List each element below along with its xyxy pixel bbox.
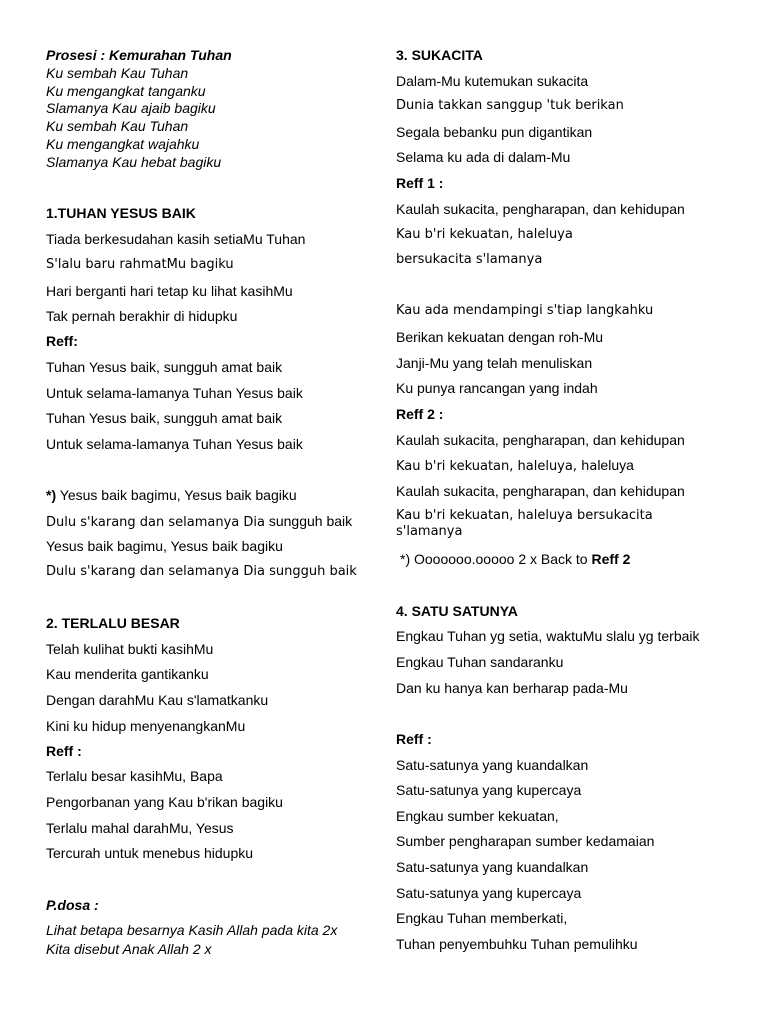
song3-verse2-line: Kau ada mendampingi s'tiap langkahku: [396, 303, 654, 318]
song2-reff-line: Terlalu mahal darahMu, Yesus: [46, 820, 234, 836]
song3-reff1-line: Kaulah sukacita, pengharapan, dan kehidupan: [396, 201, 685, 217]
song3-reff1-line: Kau b'ri kekuatan, haleluya: [396, 227, 573, 242]
song2-reff-line: Pengorbanan yang Kau b'rikan bagiku: [46, 794, 283, 810]
song2-title: 2. TERLALU BESAR: [46, 615, 180, 631]
prosesi-line: Ku sembah Kau Tuhan: [46, 118, 189, 134]
song1-verse-line: Hari berganti hari tetap ku lihat kasihMu: [46, 283, 293, 299]
song3-title: 3. SUKACITA: [396, 47, 483, 63]
song3-reff2-line: Kaulah sukacita, pengharapan, dan kehidupan: [396, 483, 685, 499]
song1-star-line: [46, 513, 352, 531]
prosesi-line: Ku mengangkat tanganku: [46, 83, 206, 99]
song4-reff-line: Satu-satunya yang kuandalkan: [396, 859, 589, 875]
song4-reff-line: Satu-satunya yang kupercaya: [396, 885, 582, 901]
song4-verse-line: Dan ku hanya kan berharap pada-Mu: [396, 680, 628, 696]
song3-reff1-line: bersukacita s'lamanya: [396, 252, 543, 267]
song2-reff-line: Tercurah untuk menebus hidupku: [46, 845, 254, 861]
song3-ending: [400, 551, 630, 567]
reff2-text-a: Kau b'ri kekuatan, haleluya, ha: [396, 459, 598, 474]
song2-verse-line: Kini ku hidup menyenangkanMu: [46, 718, 246, 734]
song1-reff-line: Tuhan Yesus baik, sungguh amat baik: [46, 410, 283, 426]
song4-reff-line: Tuhan penyembuhku Tuhan pemulihku: [396, 936, 638, 952]
prosesi-title: Prosesi : Kemurahan Tuhan: [46, 47, 232, 63]
song2-verse-line: Dengan darahMu Kau s'lamatkanku: [46, 692, 269, 708]
song2-verse-line: Kau menderita gantikanku: [46, 666, 209, 682]
song4-verse-line: Engkau Tuhan yg setia, waktuMu slalu yg terbaik: [396, 628, 700, 644]
song2-reff-label: Reff :: [46, 743, 82, 759]
prosesi-line: Ku mengangkat wajahku: [46, 136, 200, 152]
song4-reff-line: Engkau sumber kekuatan,: [396, 808, 559, 824]
prosesi-line: Ku sembah Kau Tuhan: [46, 65, 189, 81]
star-text: Yesus baik bagimu, Yesus baik bagiku: [59, 487, 297, 503]
song3-verse-line: Dunia takkan sanggup 'tuk berikan: [396, 98, 624, 113]
song3-verse-line: Dalam-Mu kutemukan sukacita: [396, 73, 589, 89]
star-text-b: sungguh baik: [268, 513, 353, 529]
ending-target: Reff 2: [591, 551, 631, 567]
pdosa-line: Kita disebut Anak Allah 2 x: [46, 941, 212, 957]
song3-verse2-line: Ku punya rancangan yang indah: [396, 380, 598, 396]
song3-verse2-line: Berikan kekuatan dengan roh-Mu: [396, 329, 604, 345]
song1-reff-line: Untuk selama-lamanya Tuhan Yesus baik: [46, 385, 303, 401]
song4-reff-label: Reff :: [396, 731, 432, 747]
song3-verse2-line: Janji-Mu yang telah menuliskan: [396, 355, 593, 371]
song1-verse-line: S'lalu baru rahmatMu bagiku: [46, 257, 234, 272]
song3-reff1-label: Reff 1 :: [396, 175, 444, 191]
star-marker: *): [46, 487, 57, 503]
song3-reff2-line: Kaulah sukacita, pengharapan, dan kehidupan: [396, 432, 685, 448]
ending-prefix: *) Ooooooo.ooooo 2 x Back to: [400, 551, 588, 567]
song4-verse-line: Engkau Tuhan sandaranku: [396, 654, 564, 670]
song3-reff2-line: [396, 457, 634, 475]
reff2-text-b: leluya: [597, 457, 634, 473]
song1-verse-line: Tak pernah berakhir di hidupku: [46, 308, 238, 324]
song2-verse-line: Telah kulihat bukti kasihMu: [46, 641, 214, 657]
pdosa-line: Lihat betapa besarnya Kasih Allah pada kita 2x: [46, 922, 338, 938]
song2-reff-line: Terlalu besar kasihMu, Bapa: [46, 768, 223, 784]
song1-star-line: [46, 487, 297, 503]
song1-reff-label: Reff:: [46, 333, 78, 349]
song1-star-line: Yesus baik bagimu, Yesus baik bagiku: [46, 538, 283, 554]
pdosa-title: P.dosa :: [46, 897, 99, 913]
song3-verse-line: Selama ku ada di dalam-Mu: [396, 149, 571, 165]
prosesi-line: Slamanya Kau hebat bagiku: [46, 154, 222, 170]
song1-reff-line: Untuk selama-lamanya Tuhan Yesus baik: [46, 436, 303, 452]
song3-reff2-label: Reff 2 :: [396, 406, 444, 422]
song3-reff2-line: Kau b'ri kekuatan, haleluya bersukacita s'lamanya: [396, 508, 653, 539]
song4-reff-line: Sumber pengharapan sumber kedamaian: [396, 833, 655, 849]
song1-verse-line: Tiada berkesudahan kasih setiaMu Tuhan: [46, 231, 306, 247]
song4-reff-line: Satu-satunya yang kupercaya: [396, 782, 582, 798]
prosesi-line: Slamanya Kau ajaib bagiku: [46, 100, 216, 116]
song1-reff-line: Tuhan Yesus baik, sungguh amat baik: [46, 359, 283, 375]
song1-title: 1.TUHAN YESUS BAIK: [46, 205, 196, 221]
song4-title: 4. SATU SATUNYA: [396, 603, 518, 619]
song4-reff-line: Engkau Tuhan memberkati,: [396, 910, 568, 926]
song4-reff-line: Satu-satunya yang kuandalkan: [396, 757, 589, 773]
star-text-a: Dulu s'karang dan selamanya Dia: [46, 515, 265, 530]
song3-verse-line: Segala bebanku pun digantikan: [396, 124, 593, 140]
song1-star-line: Dulu s'karang dan selamanya Dia sungguh baik: [46, 564, 357, 579]
